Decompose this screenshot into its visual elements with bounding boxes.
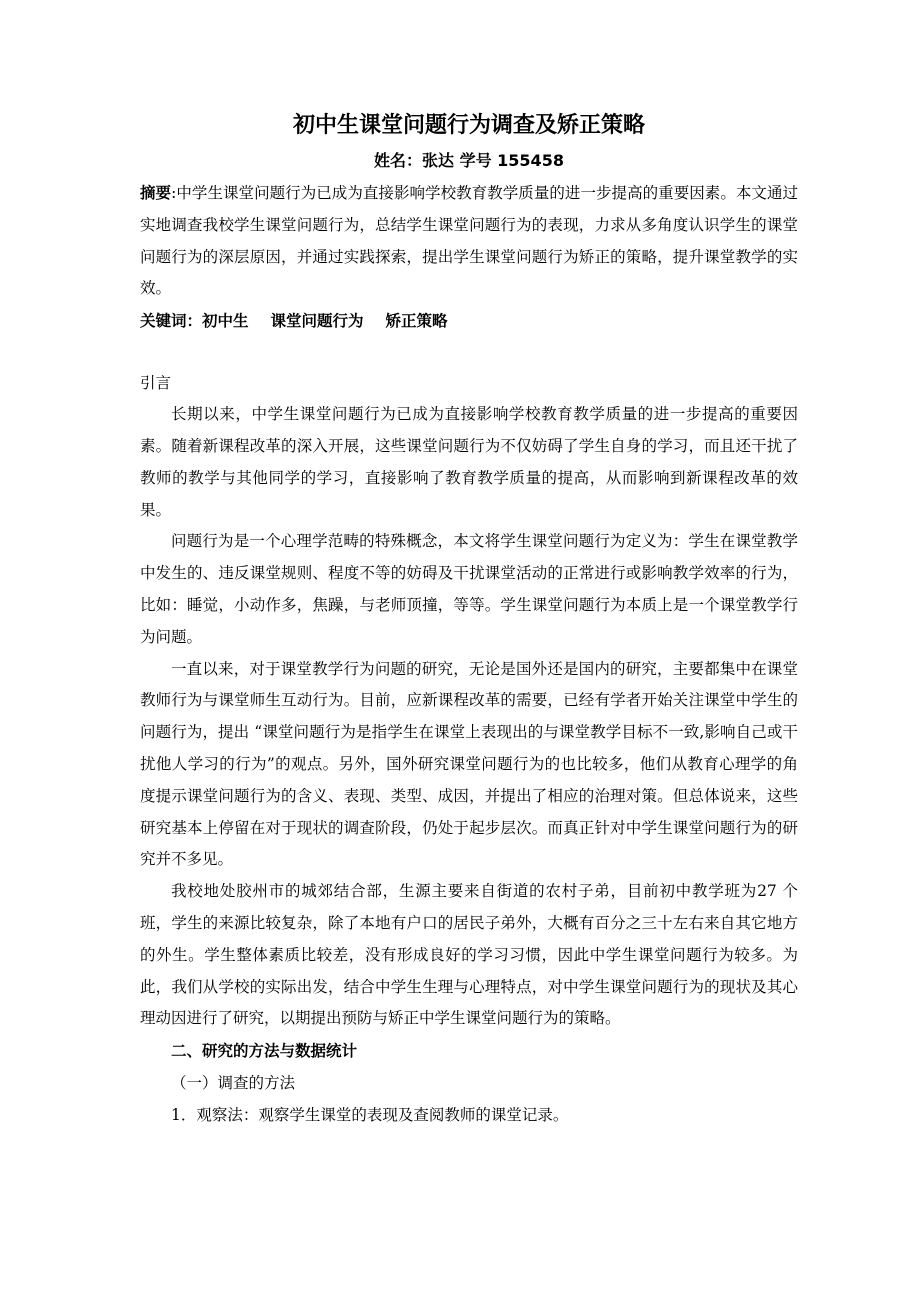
abstract-text: 中学生课堂问题行为已成为直接影响学校教育教学质量的进一步提高的重要因素。本文通过实地调查我校学生课堂问题行为，总结学生课堂问题行为的表现，力求从多角度认识学生的课堂问题行为的深层原因，并通过实践探索，提出学生课堂问题行为矫正的策略，提升课堂教学的实效。 (140, 184, 798, 298)
section-spacer (140, 337, 798, 367)
document-title: 初中生课堂问题行为调查及矫正策略 (292, 113, 645, 138)
intro-heading: 引言 (140, 374, 172, 393)
keywords-label: 关键词： (140, 312, 203, 331)
keyword-item: 矫正策略 (385, 312, 448, 331)
keyword-item: 课堂问题行为 (270, 312, 364, 331)
abstract (140, 178, 798, 305)
keyword-item: 初中生 (202, 312, 249, 331)
body-paragraph: 长期以来，中学生课堂问题行为已成为直接影响学校教育教学质量的进一步提高的重要因素。随着新课程改革的深入开展，这些课堂问题行为不仅妨碍了学生自身的学习，而且还干扰了教师的教学与其他同学的学习，直接影响了教育教学质量的提高，从而影响到新课程改革的效果。 (140, 405, 798, 519)
subsection-heading: （一）调查的方法 (171, 1074, 296, 1093)
keywords-line (140, 305, 798, 337)
list-item: 1．观察法：观察学生课堂的表现及查阅教师的课堂记录。 (171, 1106, 569, 1125)
body-paragraph: 问题行为是一个心理学范畴的特殊概念，本文将学生课堂问题行为定义为：学生在课堂教学中发生的、违反课堂规则、程度不等的妨碍及干扰课堂活动的正常进行或影响教学效率的行为，比如：睡觉，小动作多，焦躁，与老师顶撞，等等。学生课堂问题行为本质上是一个课堂教学行为问题。 (140, 532, 798, 646)
abstract-separator: : (171, 184, 177, 202)
abstract-label: 摘要 (140, 184, 172, 202)
document-body (140, 108, 798, 1131)
section-heading: 二、研究的方法与数据统计 (171, 1042, 358, 1061)
body-paragraph: 我校地处胶州市的城郊结合部，生源主要来自街道的农村子弟，目前初中教学班为27 个班，学生的来源比较复杂，除了本地有户口的居民子弟外，大概有百分之三十左右来自其它地方的外生。学生整体素质比较差，没有形成良好的学习习惯，因此中学生课堂问题行为较多。为此，我们从学校的实际出发，结合中学生生理与心理特点，对中学生课堂问题行为的现状及其心理动因进行了研究，以期提出预防与矫正中学生课堂问题行为的策略。 (140, 882, 798, 1028)
author-line: 姓名：张达 学号 155458 (374, 151, 564, 170)
body-paragraph: 一直以来，对于课堂教学行为问题的研究，无论是国外还是国内的研究，主要都集中在课堂教师行为与课堂师生互动行为。目前，应新课程改革的需要，已经有学者开始关注课堂中学生的问题行为，提出 “课堂问题行为是指学生在课堂上表现出的与课堂教学目标不一致,影响自己或干扰他人学习的行为”的观点。另外，国外研究课堂问题行为的也比较多，他们从教育心理学的角度提示课堂问题行为的含义、表现、类型、成因，并提出了相应的治理对策。但总体说来，这些研究基本上停留在对于现状的调查阶段，仍处于起步层次。而真正针对中学生课堂问题行为的研究并不多见。 (140, 659, 798, 869)
